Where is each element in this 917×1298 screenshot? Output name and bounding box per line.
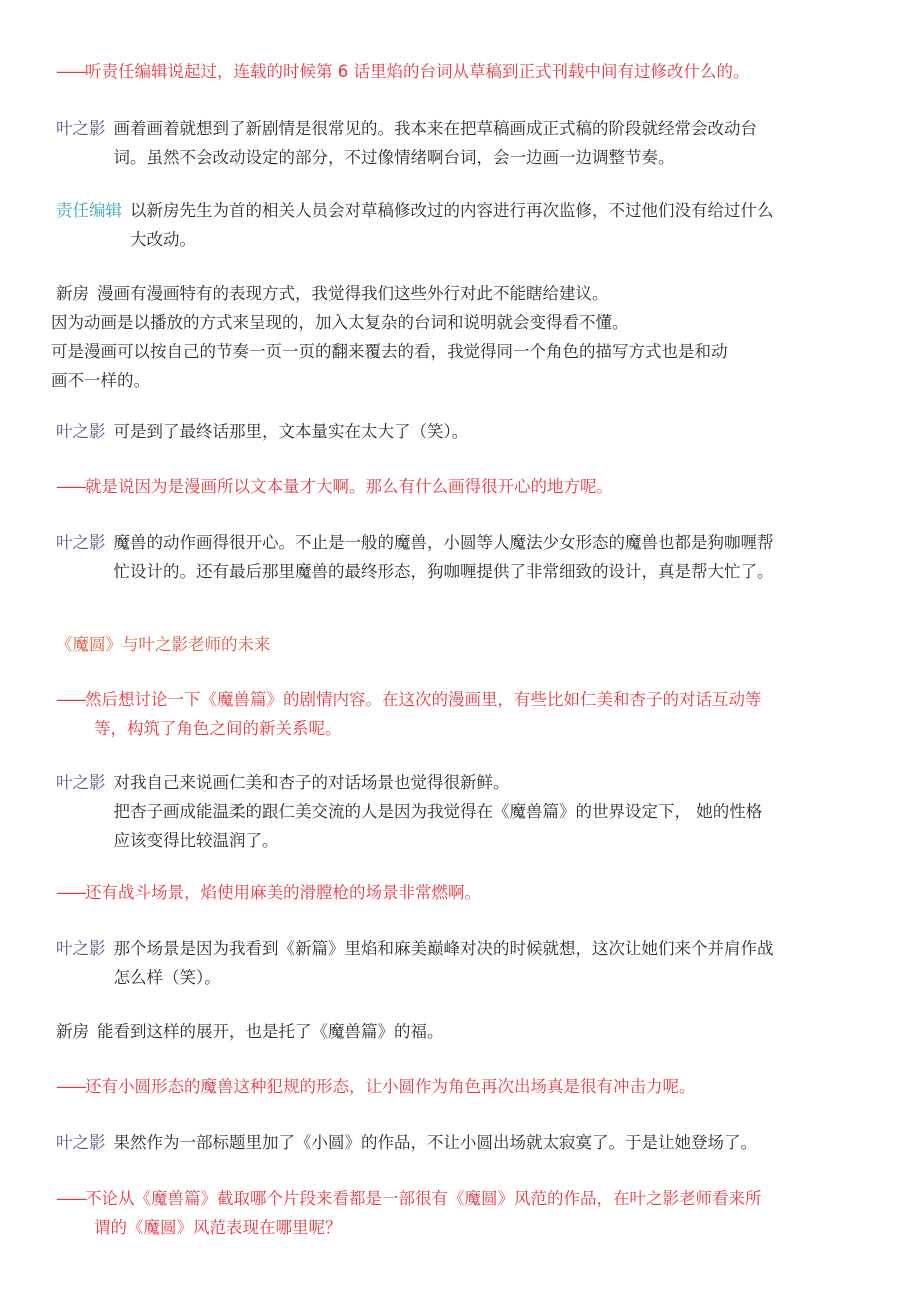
speaker-name: 新房 [56, 1022, 89, 1041]
answer-text: 对我自己来说画仁美和杏子的对话场景也觉得很新鲜。 把杏子画成能温柔的跟仁美交流的人是因为我觉得在《魔兽篇》的世界设定下， 她的性格 应该变得比较温润了。 [113, 773, 763, 850]
speaker-name: 叶之影 [56, 773, 106, 792]
question-text: 还有小圆形态的魔兽这种犯规的形态，让小圆作为角色再次出场真是很有冲击力呢。 [85, 1077, 696, 1096]
answer-1 [56, 114, 866, 172]
answer-text: 可是到了最终话那里，文本量实在太大了（笑）。 [113, 422, 469, 441]
answer-text: 画着画着就想到了新剧情是很常见的。我本来在把草稿画成正式稿的阶段就经常会改动台 词。虽然不会改动设定的部分，不过像情绪啊台词，会一边画一边调整节奏。 [113, 119, 757, 167]
answer-6 [56, 768, 866, 855]
answer-8 [56, 1017, 866, 1046]
answer-text: 以新房先生为首的相关人员会对草稿修改过的内容进行再次监修，不过他们没有给过什么 大改动。 [130, 201, 774, 249]
speaker-name: 叶之影 [56, 119, 106, 138]
answer-text: 漫画有漫画特有的表现方式，我觉得我们这些外行对此不能瞎给建议。 因为动画是以播放的方式来呈现的，加入太复杂的台词和说明就会变得看不懂。 可是漫画可以按自己的节奏一页一页的翻来覆去的看，我觉得同一个角色的描写方式也是和动 画不一样的。 [51, 284, 728, 390]
question-text: 就是说因为是漫画所以文本量才大啊。那么有什么画得很开心的地方呢。 [85, 477, 613, 496]
answer-text: 果然作为一部标题里加了《小圆》的作品，不让小圆出场就太寂寞了。于是让她登场了。 [113, 1133, 757, 1152]
question-text: 然后想讨论一下《魔兽篇》的剧情内容。在这次的漫画里，有些比如仁美和杏子的对话互动等 [85, 690, 762, 709]
answer-text: 能看到这样的展开，也是托了《魔兽篇》的福。 [97, 1022, 444, 1041]
speaker-name: 新房 [56, 284, 89, 303]
answer-9 [56, 1128, 866, 1157]
answer-4 [56, 417, 866, 446]
question-text: 听责任编辑说起过，连载的时候第 6 话里焰的台词从草稿到正式刊载中间有过修改什么的。 [85, 62, 750, 81]
question-4: ——还有战斗场景，焰使用麻美的滑膛枪的场景非常燃啊。 [56, 883, 481, 902]
question-5: ——还有小圆形态的魔兽这种犯规的形态，让小圆作为角色再次出场真是很有冲击力呢。 [56, 1077, 696, 1096]
speaker-name: 叶之影 [56, 533, 106, 552]
speaker-name: 叶之影 [56, 1133, 106, 1152]
answer-5 [56, 528, 866, 586]
speaker-name: 责任编辑 [56, 201, 122, 220]
answer-3 [51, 279, 866, 395]
question-6: ——不论从《魔兽篇》截取哪个片段来看都是一部很有《魔圆》风范的作品，在叶之影老师看来所 谓的《魔圆》风范表现在哪里呢？ [56, 1189, 762, 1237]
question-text: 不论从《魔兽篇》截取哪个片段来看都是一部很有《魔圆》风范的作品，在叶之影老师看来所 [85, 1189, 762, 1208]
answer-text: 那个场景是因为我看到《新篇》里焰和麻美巅峰对决的时候就想，这次让她们来个并肩作战 怎么样（笑）。 [113, 939, 774, 987]
answer-text: 魔兽的动作画得很开心。不止是一般的魔兽，小圆等人魔法少女形态的魔兽也都是狗咖喱帮 忙设计的。还有最后那里魔兽的最终形态，狗咖喱提供了非常细致的设计，真是帮大忙了。 [113, 533, 774, 581]
question-1: ——听责任编辑说起过，连载的时候第 6 话里焰的台词从草稿到正式刊载中间有过修改什么的。 [56, 62, 750, 81]
speaker-name: 叶之影 [56, 939, 106, 958]
question-3: ——然后想讨论一下《魔兽篇》的剧情内容。在这次的漫画里，有些比如仁美和杏子的对话互动等 等，构筑了角色之间的新关系呢。 [56, 690, 762, 738]
answer-7 [56, 934, 866, 992]
speaker-name: 叶之影 [56, 422, 106, 441]
question-text: 还有战斗场景，焰使用麻美的滑膛枪的场景非常燃啊。 [85, 883, 481, 902]
answer-2 [56, 196, 866, 254]
question-2: ——就是说因为是漫画所以文本量才大啊。那么有什么画得很开心的地方呢。 [56, 477, 613, 496]
section-heading: 《魔圆》与叶之影老师的未来 [56, 635, 271, 654]
